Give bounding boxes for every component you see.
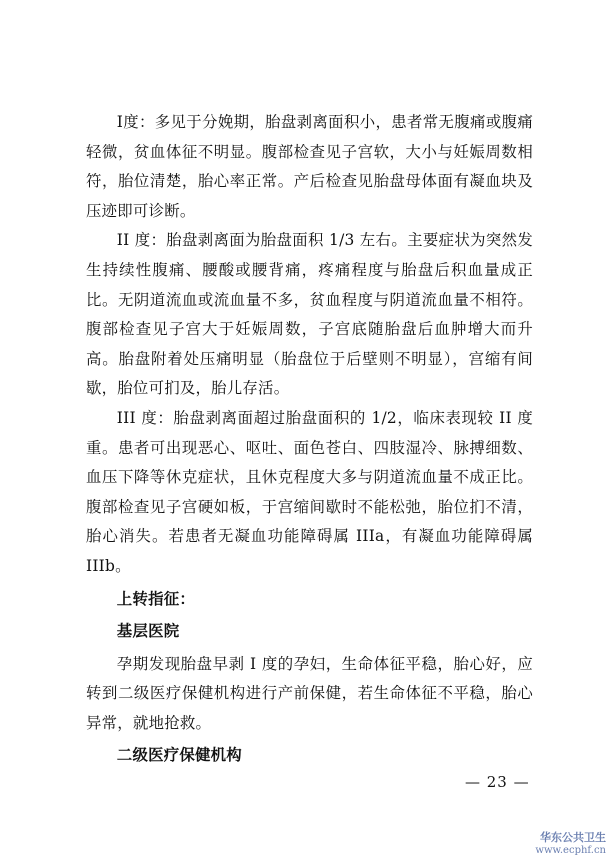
watermark-name: 华东公共卫生 [540, 831, 606, 844]
paragraph-primary-hospital: 孕期发现胎盘早剥 I 度的孕妇，生命体征平稳，胎心好，应转到二级医疗保健机构进行产前保健，若生命体征不平稳，胎心异常，就地抢救。 [86, 654, 533, 732]
paragraph-grade-1: Ⅰ度：多见于分娩期，胎盘剥离面积小，患者常无腹痛或腹痛轻微，贫血体征不明显。腹部检查见子宫软，大小与妊娠周数相符，胎位清楚，胎心率正常。产后检查见胎盘母体面有凝血块及压迹即可诊断。 [86, 113, 533, 220]
body-text [86, 108, 533, 774]
watermark [535, 831, 606, 857]
heading-secondary-institution: 二级医疗保健机构 [116, 746, 242, 765]
paragraph-grade-3: III 度：胎盘剥离面超过胎盘面积的 1/2，临床表现较 II 度重。患者可出现恶心、呕吐、面色苍白、四肢湿冷、脉搏细数、血压下降等休克症状，且休克程度大多与阴道流血量不成正比。腹部检查见子宫硬如板，于宫缩间歇时不能松弛，胎位扪不清，胎心消失。若患者无凝血功能障碍属 IIIa，有凝血功能障碍属 IIIb。 [86, 408, 533, 575]
heading-referral-criteria: 上转指征： [116, 589, 196, 608]
page-number: — 23 — [465, 773, 530, 791]
paragraph-grade-2: II 度：胎盘剥离面为胎盘面积 1/3 左右。主要症状为突然发生持续性腹痛、腰酸或腰背痛，疼痛程度与胎盘后积血量成正比。无阴道流血或流血量不多，贫血程度与阴道流血量不相符。腹部检查见子宫大于妊娠周数，子宫底随胎盘后血肿增大而升高。胎盘附着处压痛明显（胎盘位于后壁则不明显），宫缩有间歇，胎位可扪及，胎儿存活。 [86, 231, 533, 398]
watermark-url: www.ecphf.cn [535, 845, 606, 856]
heading-primary-hospital: 基层医院 [116, 622, 180, 641]
